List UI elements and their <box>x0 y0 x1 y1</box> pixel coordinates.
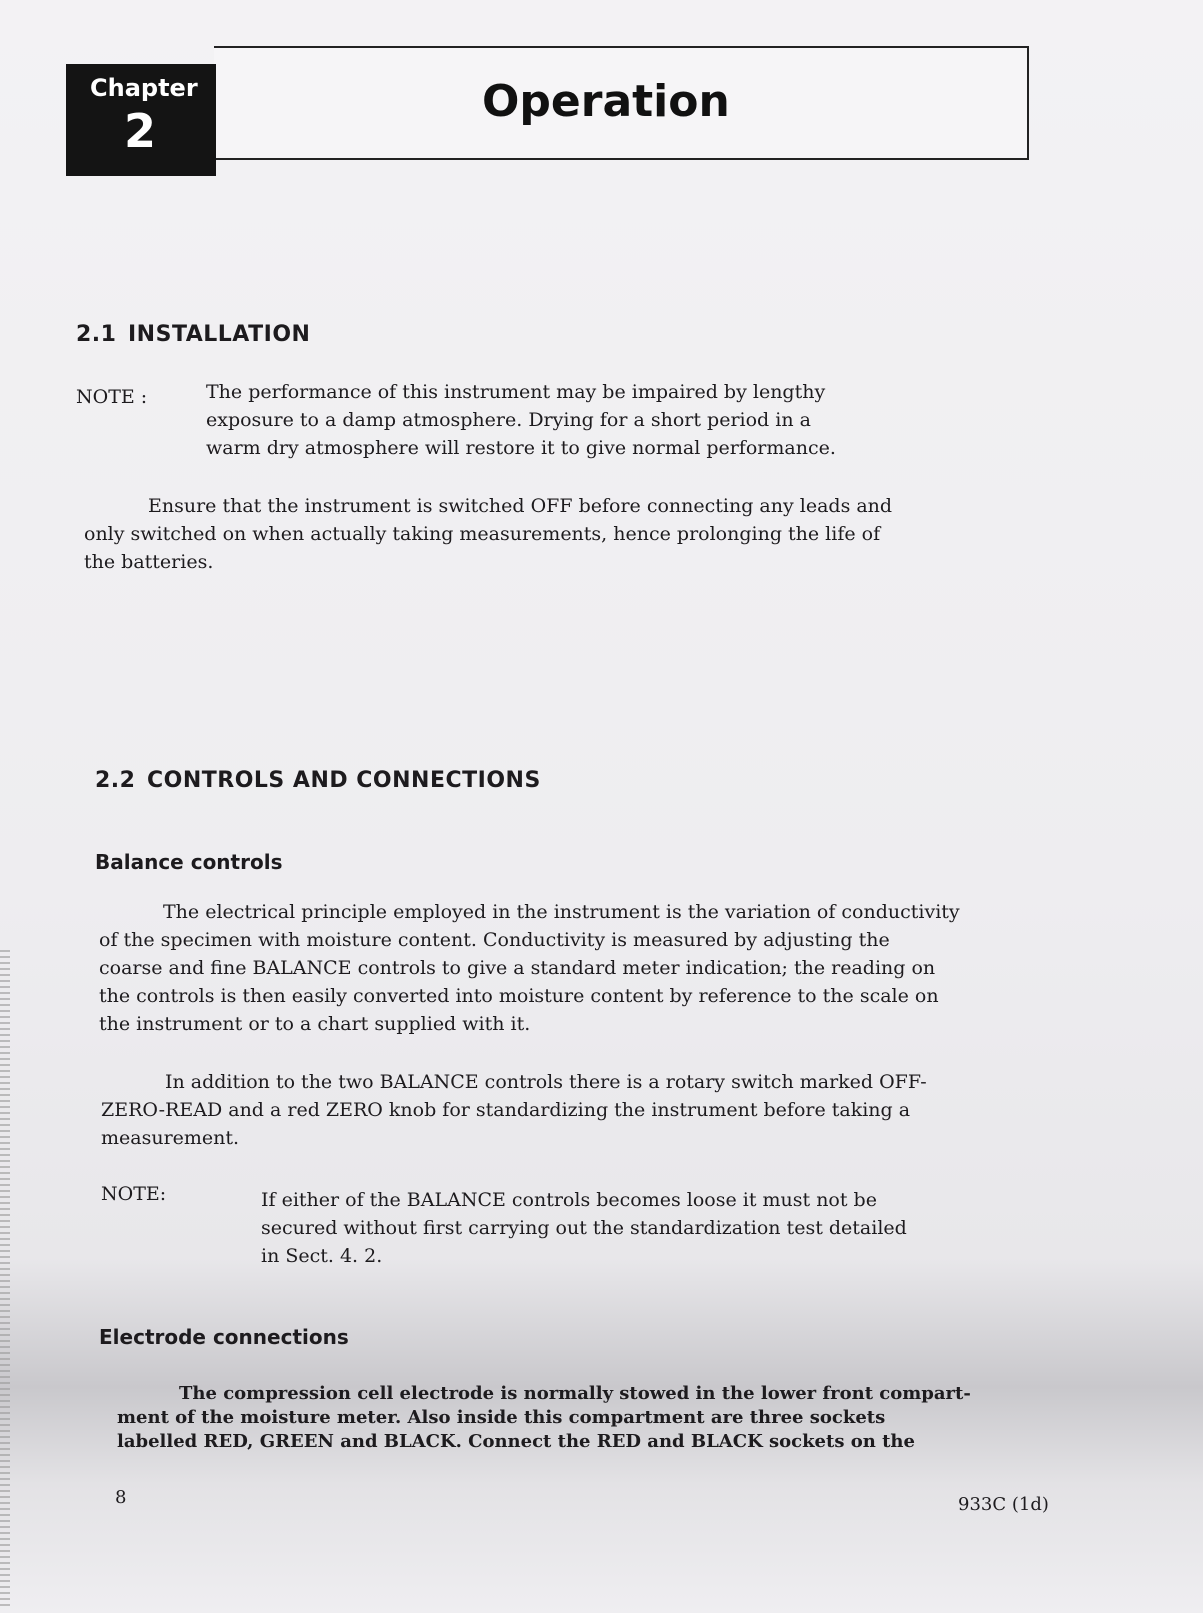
section-number: 2.2 <box>95 768 136 793</box>
section-title: INSTALLATION <box>128 322 311 347</box>
balance-note-text <box>261 1186 907 1270</box>
section-heading-controls <box>95 768 541 793</box>
text-line: The compression cell electrode is normally stowed in the lower front compart- <box>179 1383 971 1404</box>
balance-paragraph-1 <box>99 898 960 1038</box>
text-line: secured without first carrying out the standardization test detailed <box>261 1217 907 1239</box>
text-line: ment of the moisture meter. Also inside this compartment are three sockets <box>117 1407 886 1428</box>
text-line: ZERO-READ and a red ZERO knob for standardizing the instrument before taking a <box>101 1099 911 1121</box>
note-label: NOTE: <box>101 1183 167 1205</box>
subheading-balance-controls: Balance controls <box>95 850 283 874</box>
installation-paragraph <box>84 492 892 576</box>
text-line: warm dry atmosphere will restore it to give normal performance. <box>206 437 836 459</box>
text-line: only switched on when actually taking measurements, hence prolonging the life of <box>84 523 881 545</box>
chapter-number: 2 <box>124 104 157 158</box>
section-number: 2.1 <box>76 322 117 347</box>
text-line: measurement. <box>101 1127 240 1149</box>
electrode-paragraph <box>117 1382 971 1454</box>
text-line: exposure to a damp atmosphere. Drying for a short period in a <box>206 409 811 431</box>
section-title: CONTROLS AND CONNECTIONS <box>147 768 541 793</box>
chapter-label: Chapter <box>90 74 198 102</box>
text-line: the instrument or to a chart supplied with it. <box>99 1013 531 1035</box>
text-line: labelled RED, GREEN and BLACK. Connect the RED and BLACK sockets on the <box>117 1431 915 1452</box>
balance-paragraph-2 <box>101 1068 927 1152</box>
document-code: 933C (1d) <box>958 1494 1049 1515</box>
text-line: coarse and fine BALANCE controls to give a standard meter indication; the reading on <box>99 957 936 979</box>
chapter-title-box <box>214 46 1029 160</box>
text-line: The performance of this instrument may be impaired by lengthy <box>206 381 826 403</box>
text-line: the batteries. <box>84 551 214 573</box>
scan-edge-marks <box>0 950 10 1610</box>
text-line: of the specimen with moisture content. Conductivity is measured by adjusting the <box>99 929 890 951</box>
subheading-electrode-connections: Electrode connections <box>99 1325 349 1349</box>
installation-note-text <box>206 378 836 462</box>
note-label: NOTE : <box>76 386 148 408</box>
text-line: in Sect. 4. 2. <box>261 1245 383 1267</box>
text-line: the controls is then easily converted into moisture content by reference to the scale on <box>99 985 939 1007</box>
text-line: If either of the BALANCE controls becomes loose it must not be <box>261 1189 877 1211</box>
text-line: Ensure that the instrument is switched OFF before connecting any leads and <box>148 495 893 517</box>
page-number: 8 <box>115 1487 127 1508</box>
chapter-badge <box>66 64 216 176</box>
text-line: In addition to the two BALANCE controls there is a rotary switch marked OFF- <box>165 1071 927 1093</box>
chapter-title: Operation <box>482 76 730 127</box>
text-line: The electrical principle employed in the instrument is the variation of conductivity <box>163 901 960 923</box>
section-heading-installation <box>76 322 310 347</box>
